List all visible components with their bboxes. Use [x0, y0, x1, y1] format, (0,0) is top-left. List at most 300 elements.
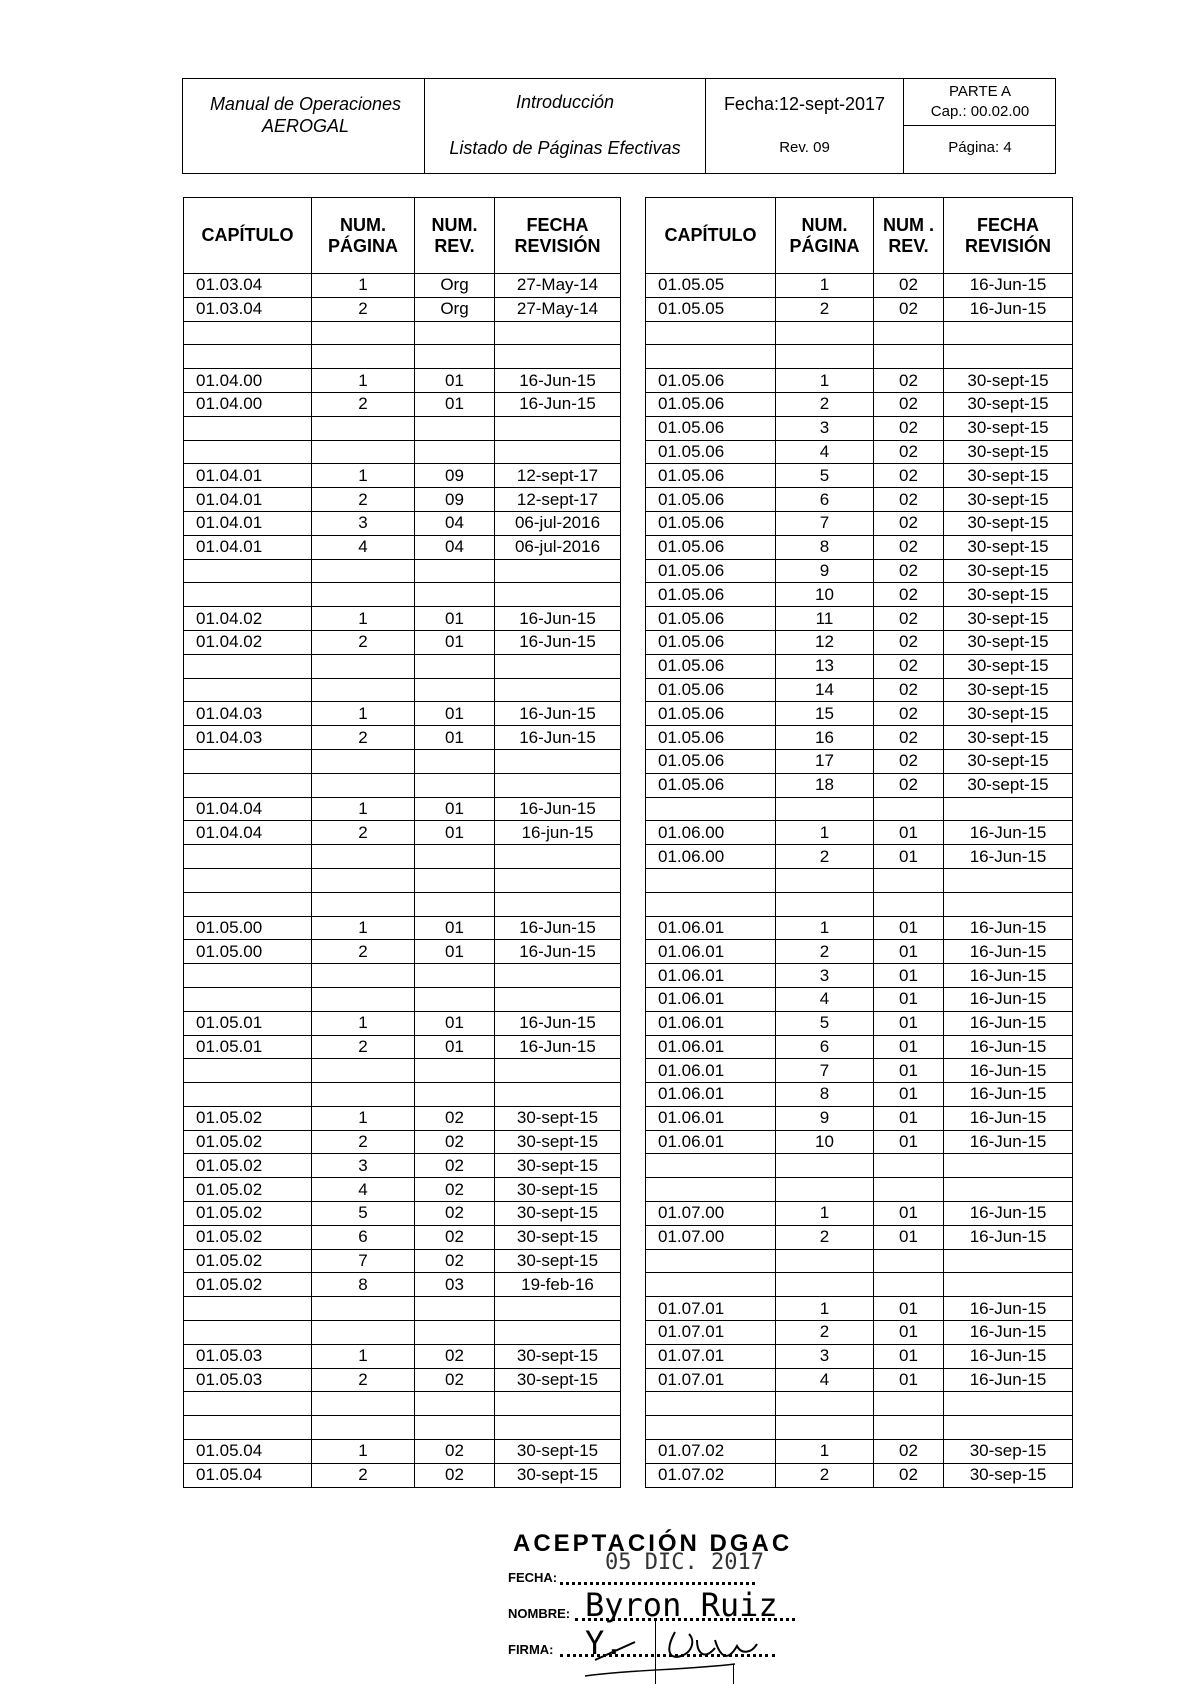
table-row	[646, 1130, 1073, 1154]
cell-rev-num	[874, 1416, 944, 1440]
table-row	[646, 607, 1073, 631]
table-row	[646, 868, 1073, 892]
cell-chapter: 01.05.05	[646, 274, 776, 298]
cell-rev-date: 16-Jun-15	[944, 1368, 1073, 1392]
cell-rev-num: 02	[874, 654, 944, 678]
cell-page-num: 2	[312, 1130, 415, 1154]
cell-rev-date: 30-sept-15	[944, 535, 1073, 559]
cell-rev-num: 02	[415, 1368, 495, 1392]
cell-rev-num	[415, 773, 495, 797]
table-row	[184, 892, 621, 916]
cell-chapter	[184, 654, 312, 678]
stamp-date-line	[560, 1582, 755, 1585]
cell-chapter: 01.05.00	[184, 916, 312, 940]
cell-chapter	[646, 1178, 776, 1202]
cell-rev-num: 02	[874, 416, 944, 440]
cell-page-num: 1	[312, 702, 415, 726]
cell-rev-date: 30-sept-15	[944, 369, 1073, 393]
cell-chapter: 01.05.06	[646, 488, 776, 512]
cell-chapter: 01.07.00	[646, 1202, 776, 1226]
cell-rev-date	[495, 1321, 621, 1345]
cell-rev-num: 02	[874, 702, 944, 726]
cell-rev-date: 16-Jun-15	[944, 940, 1073, 964]
cell-rev-date: 16-Jun-15	[944, 845, 1073, 869]
cell-rev-date: 16-Jun-15	[944, 987, 1073, 1011]
cell-chapter	[184, 987, 312, 1011]
cell-rev-date: 30-sept-15	[944, 416, 1073, 440]
cell-rev-num	[874, 892, 944, 916]
cell-page-num: 1	[312, 369, 415, 393]
cell-chapter	[184, 868, 312, 892]
cell-rev-num: 01	[874, 1035, 944, 1059]
table-row	[184, 440, 621, 464]
table-row	[184, 1297, 621, 1321]
stamp-margin-line	[655, 1620, 656, 1684]
cell-chapter: 01.04.02	[184, 630, 312, 654]
cell-chapter: 01.05.00	[184, 940, 312, 964]
table-row	[184, 1321, 621, 1345]
cell-rev-num: 01	[874, 1321, 944, 1345]
table-row	[646, 1083, 1073, 1107]
table-header-row	[184, 198, 621, 274]
cell-chapter: 01.07.01	[646, 1297, 776, 1321]
cell-chapter	[184, 773, 312, 797]
cell-rev-num: 02	[874, 392, 944, 416]
table-row	[646, 654, 1073, 678]
cell-chapter: 01.05.02	[184, 1106, 312, 1130]
cell-page-num: 4	[312, 1178, 415, 1202]
cell-page-num: 5	[776, 464, 874, 488]
cell-chapter: 01.05.06	[646, 559, 776, 583]
cell-rev-date: 30-sept-15	[495, 1440, 621, 1464]
table-row	[646, 583, 1073, 607]
table-row	[184, 630, 621, 654]
cell-rev-date: 16-Jun-15	[944, 1130, 1073, 1154]
table-row	[184, 678, 621, 702]
cell-rev-num	[415, 1297, 495, 1321]
cell-page-num: 2	[312, 630, 415, 654]
table-row	[646, 892, 1073, 916]
cell-rev-num: 01	[874, 1202, 944, 1226]
cell-rev-num: 01	[415, 797, 495, 821]
cell-page-num: 2	[776, 392, 874, 416]
table-row	[184, 1059, 621, 1083]
cell-chapter	[646, 1416, 776, 1440]
stamp-name-label: NOMBRE:	[508, 1606, 571, 1621]
cell-chapter: 01.05.02	[184, 1178, 312, 1202]
cell-chapter: 01.06.00	[646, 845, 776, 869]
cell-chapter: 01.04.02	[184, 607, 312, 631]
cell-page-num	[776, 1249, 874, 1273]
cell-rev-num	[415, 749, 495, 773]
cell-page-num: 14	[776, 678, 874, 702]
table-row	[646, 773, 1073, 797]
cell-rev-date: 16-Jun-15	[944, 1202, 1073, 1226]
cell-page-num	[312, 583, 415, 607]
table-row	[184, 535, 621, 559]
cell-rev-date	[495, 559, 621, 583]
col-header-page-num: NUM. PÁGINA	[312, 198, 415, 274]
table-row	[184, 1178, 621, 1202]
cell-chapter: 01.04.01	[184, 511, 312, 535]
cell-chapter: 01.05.02	[184, 1273, 312, 1297]
cell-page-num	[312, 987, 415, 1011]
cell-rev-date: 30-sept-15	[495, 1225, 621, 1249]
cell-page-num: 2	[776, 1225, 874, 1249]
cell-chapter	[646, 868, 776, 892]
cell-rev-num	[415, 868, 495, 892]
table-row	[184, 607, 621, 631]
cell-page-num: 10	[776, 1130, 874, 1154]
col-header-rev-num: NUM . REV.	[874, 198, 944, 274]
cell-rev-num: 02	[874, 369, 944, 393]
cell-page-num: 18	[776, 773, 874, 797]
cell-chapter	[184, 440, 312, 464]
cell-page-num	[312, 321, 415, 345]
cell-rev-num: 02	[415, 1178, 495, 1202]
cell-rev-num: 02	[874, 1463, 944, 1487]
cell-rev-date: 16-jun-15	[495, 821, 621, 845]
cell-page-num: 1	[312, 607, 415, 631]
cell-rev-num: 01	[415, 916, 495, 940]
cell-rev-date: 16-Jun-15	[495, 702, 621, 726]
cell-rev-num: 01	[874, 1225, 944, 1249]
cell-chapter: 01.06.01	[646, 987, 776, 1011]
cell-rev-num: 02	[874, 464, 944, 488]
cell-rev-num	[874, 1392, 944, 1416]
cell-page-num: 4	[776, 440, 874, 464]
table-row	[184, 749, 621, 773]
cell-page-num	[312, 345, 415, 369]
table-row	[184, 1392, 621, 1416]
cell-chapter: 01.03.04	[184, 297, 312, 321]
cell-rev-num	[415, 892, 495, 916]
cell-rev-num	[415, 559, 495, 583]
cell-page-num: 2	[312, 392, 415, 416]
cell-rev-date: 30-sept-15	[944, 749, 1073, 773]
table-row	[646, 940, 1073, 964]
cell-chapter	[184, 1392, 312, 1416]
cell-rev-date	[495, 1416, 621, 1440]
cell-chapter	[646, 797, 776, 821]
cell-rev-num: 03	[415, 1273, 495, 1297]
table-row	[184, 1225, 621, 1249]
cell-rev-date: 16-Jun-15	[495, 940, 621, 964]
cell-rev-num: 01	[415, 1011, 495, 1035]
cell-page-num: 2	[312, 726, 415, 750]
table-row	[184, 297, 621, 321]
cell-chapter	[646, 1273, 776, 1297]
cell-rev-num: 02	[415, 1440, 495, 1464]
cell-chapter	[646, 345, 776, 369]
cell-chapter: 01.07.01	[646, 1368, 776, 1392]
cell-rev-date: 30-sept-15	[495, 1249, 621, 1273]
cell-rev-date: 16-Jun-15	[944, 916, 1073, 940]
cell-rev-num	[415, 345, 495, 369]
table-row	[646, 726, 1073, 750]
cell-rev-date: 30-sept-15	[495, 1368, 621, 1392]
cell-chapter: 01.06.00	[646, 821, 776, 845]
table-row	[646, 916, 1073, 940]
cell-rev-date	[495, 892, 621, 916]
cell-rev-date: 16-Jun-15	[944, 1106, 1073, 1130]
cell-chapter: 01.06.01	[646, 1035, 776, 1059]
cell-page-num	[312, 868, 415, 892]
cell-chapter: 01.05.06	[646, 749, 776, 773]
cell-page-num: 3	[776, 964, 874, 988]
cell-page-num: 4	[776, 1368, 874, 1392]
cell-page-num	[312, 1416, 415, 1440]
cell-page-num: 1	[776, 274, 874, 298]
cell-page-num: 2	[312, 940, 415, 964]
cell-page-num: 2	[776, 297, 874, 321]
cell-rev-date: 06-jul-2016	[495, 511, 621, 535]
cell-rev-date: 30-sept-15	[944, 678, 1073, 702]
cell-rev-num: 01	[874, 1368, 944, 1392]
table-row	[646, 464, 1073, 488]
cell-page-num: 12	[776, 630, 874, 654]
cell-chapter: 01.05.02	[184, 1249, 312, 1273]
cell-page-num	[312, 1083, 415, 1107]
table-row	[184, 702, 621, 726]
cell-rev-date	[944, 892, 1073, 916]
cell-chapter: 01.06.01	[646, 916, 776, 940]
cell-page-num: 1	[776, 1440, 874, 1464]
cell-rev-date: 16-Jun-15	[495, 630, 621, 654]
table-row	[184, 1130, 621, 1154]
cell-rev-num: 01	[874, 987, 944, 1011]
cell-page-num: 1	[776, 821, 874, 845]
cell-chapter	[184, 845, 312, 869]
table-row	[646, 1392, 1073, 1416]
cell-chapter: 01.05.06	[646, 416, 776, 440]
cell-chapter	[184, 892, 312, 916]
cell-page-num: 2	[312, 488, 415, 512]
cell-rev-num	[874, 1249, 944, 1273]
cell-rev-date: 30-sept-15	[944, 583, 1073, 607]
cell-page-num: 1	[312, 1440, 415, 1464]
cell-rev-date	[944, 868, 1073, 892]
cell-rev-num: 02	[874, 511, 944, 535]
cell-page-num: 1	[312, 464, 415, 488]
cell-chapter: 01.05.04	[184, 1440, 312, 1464]
cell-rev-num: 02	[874, 678, 944, 702]
table-row	[184, 369, 621, 393]
cell-chapter: 01.06.01	[646, 1083, 776, 1107]
cell-rev-date	[944, 321, 1073, 345]
cell-page-num: 11	[776, 607, 874, 631]
col-header-rev-date: FECHA REVISIÓN	[944, 198, 1073, 274]
cell-rev-num	[415, 416, 495, 440]
table-row	[646, 535, 1073, 559]
cell-rev-date: 16-Jun-15	[944, 274, 1073, 298]
table-row	[184, 1344, 621, 1368]
cell-page-num: 2	[776, 940, 874, 964]
cell-chapter: 01.04.00	[184, 369, 312, 393]
cell-rev-num: 01	[874, 1344, 944, 1368]
cell-rev-date	[495, 845, 621, 869]
cell-rev-num: 02	[415, 1106, 495, 1130]
table-row	[646, 297, 1073, 321]
cell-rev-num: 02	[415, 1130, 495, 1154]
table-row	[184, 797, 621, 821]
cell-page-num	[312, 1321, 415, 1345]
cell-page-num	[776, 1416, 874, 1440]
cell-chapter: 01.06.01	[646, 964, 776, 988]
cell-chapter: 01.07.02	[646, 1440, 776, 1464]
table-row	[646, 964, 1073, 988]
effective-pages-table-right	[645, 197, 1073, 1488]
cell-chapter	[184, 416, 312, 440]
cell-chapter: 01.06.01	[646, 1106, 776, 1130]
table-row	[184, 940, 621, 964]
cell-rev-num: 02	[415, 1202, 495, 1226]
cell-chapter	[184, 583, 312, 607]
cell-page-num	[776, 345, 874, 369]
cell-rev-date: 30-sept-15	[495, 1154, 621, 1178]
cell-rev-num	[874, 797, 944, 821]
table-row	[184, 1202, 621, 1226]
cell-rev-num: 02	[874, 773, 944, 797]
cell-chapter: 01.05.02	[184, 1202, 312, 1226]
cell-page-num: 2	[312, 297, 415, 321]
cell-rev-num: 01	[415, 702, 495, 726]
cell-rev-num: 02	[874, 297, 944, 321]
cell-rev-date: 30-sept-15	[944, 559, 1073, 583]
cell-chapter	[646, 1154, 776, 1178]
cell-rev-num	[415, 583, 495, 607]
cell-rev-num: 02	[874, 749, 944, 773]
cell-rev-num	[874, 321, 944, 345]
cell-page-num	[776, 1154, 874, 1178]
table-row	[646, 987, 1073, 1011]
cell-rev-date: 12-sept-17	[495, 464, 621, 488]
cell-page-num	[312, 559, 415, 583]
stamp-title: ACEPTACIÓN DGAC	[513, 1530, 793, 1557]
cell-page-num: 9	[776, 559, 874, 583]
col-header-chapter: CAPÍTULO	[184, 198, 312, 274]
cell-rev-num: 01	[874, 845, 944, 869]
cell-chapter: 01.05.06	[646, 773, 776, 797]
table-row	[646, 511, 1073, 535]
cell-chapter: 01.04.03	[184, 702, 312, 726]
cell-rev-num: 02	[874, 488, 944, 512]
cell-rev-date: 30-sept-15	[495, 1130, 621, 1154]
cell-rev-date: 16-Jun-15	[944, 1011, 1073, 1035]
cell-rev-date	[495, 583, 621, 607]
cell-rev-date: 16-Jun-15	[495, 797, 621, 821]
cell-page-num: 1	[312, 1011, 415, 1035]
cell-chapter	[184, 321, 312, 345]
table-row	[184, 416, 621, 440]
cell-chapter: 01.05.02	[184, 1154, 312, 1178]
cell-page-num: 8	[776, 535, 874, 559]
table-row	[646, 1011, 1073, 1035]
cell-rev-date: 16-Jun-15	[944, 1344, 1073, 1368]
cell-rev-num: 01	[415, 821, 495, 845]
table-row	[184, 868, 621, 892]
cell-chapter: 01.05.06	[646, 535, 776, 559]
cell-rev-num: 01	[874, 1297, 944, 1321]
cell-page-num: 1	[312, 1106, 415, 1130]
table-row	[646, 1225, 1073, 1249]
cell-rev-num	[874, 1273, 944, 1297]
cell-rev-date: 30-sept-15	[944, 392, 1073, 416]
cell-rev-num: 01	[415, 1035, 495, 1059]
cell-chapter: 01.05.03	[184, 1344, 312, 1368]
cell-rev-num	[415, 678, 495, 702]
cell-chapter: 01.05.06	[646, 440, 776, 464]
cell-page-num: 8	[312, 1273, 415, 1297]
cell-chapter	[646, 892, 776, 916]
cell-chapter	[184, 964, 312, 988]
cell-rev-date: 16-Jun-15	[944, 1035, 1073, 1059]
cell-rev-num: 01	[874, 1011, 944, 1035]
cell-page-num	[776, 797, 874, 821]
cell-chapter: 01.05.06	[646, 630, 776, 654]
cell-chapter: 01.06.01	[646, 940, 776, 964]
table-row	[184, 274, 621, 298]
cell-rev-date	[495, 1392, 621, 1416]
table-row	[646, 1202, 1073, 1226]
cell-chapter: 01.05.05	[646, 297, 776, 321]
table-row	[646, 345, 1073, 369]
cell-rev-date: 30-sept-15	[944, 630, 1073, 654]
cell-rev-date: 16-Jun-15	[495, 1035, 621, 1059]
stamp-name-value: Byron Ruiz Y.	[585, 1586, 778, 1662]
cell-page-num	[776, 892, 874, 916]
table-row	[646, 749, 1073, 773]
cell-page-num	[312, 749, 415, 773]
cell-page-num: 3	[312, 1154, 415, 1178]
cell-rev-num: 01	[874, 964, 944, 988]
cell-rev-num: 01	[874, 1130, 944, 1154]
cell-page-num: 3	[776, 416, 874, 440]
cell-page-num: 8	[776, 1083, 874, 1107]
cell-rev-date: 30-sept-15	[944, 726, 1073, 750]
col-header-page-num: NUM. PÁGINA	[776, 198, 874, 274]
cell-rev-num: 02	[415, 1154, 495, 1178]
cell-chapter: 01.04.04	[184, 821, 312, 845]
cell-page-num: 15	[776, 702, 874, 726]
table-row	[646, 1154, 1073, 1178]
cell-rev-num: Org	[415, 297, 495, 321]
cell-chapter: 01.07.02	[646, 1463, 776, 1487]
cell-rev-date	[495, 345, 621, 369]
cell-rev-date	[495, 440, 621, 464]
manual-title: Manual de Operaciones AEROGAL	[209, 94, 402, 136]
cell-chapter	[184, 1083, 312, 1107]
table-row	[646, 797, 1073, 821]
col-header-chapter: CAPÍTULO	[646, 198, 776, 274]
cell-chapter: 01.05.06	[646, 654, 776, 678]
cell-chapter: 01.03.04	[184, 274, 312, 298]
cell-chapter: 01.07.01	[646, 1344, 776, 1368]
table-row	[184, 1440, 621, 1464]
cell-rev-date	[944, 1178, 1073, 1202]
cell-rev-date: 30-sept-15	[944, 511, 1073, 535]
cell-rev-date: 16-Jun-15	[495, 916, 621, 940]
table-row	[184, 511, 621, 535]
cell-chapter: 01.05.04	[184, 1463, 312, 1487]
cell-rev-date	[495, 1083, 621, 1107]
cell-rev-date: 12-sept-17	[495, 488, 621, 512]
cell-rev-num	[874, 1178, 944, 1202]
header-part: PARTE A	[949, 83, 1011, 100]
cell-rev-date: 16-Jun-15	[944, 297, 1073, 321]
cell-page-num: 7	[776, 1059, 874, 1083]
table-header-row	[646, 198, 1073, 274]
